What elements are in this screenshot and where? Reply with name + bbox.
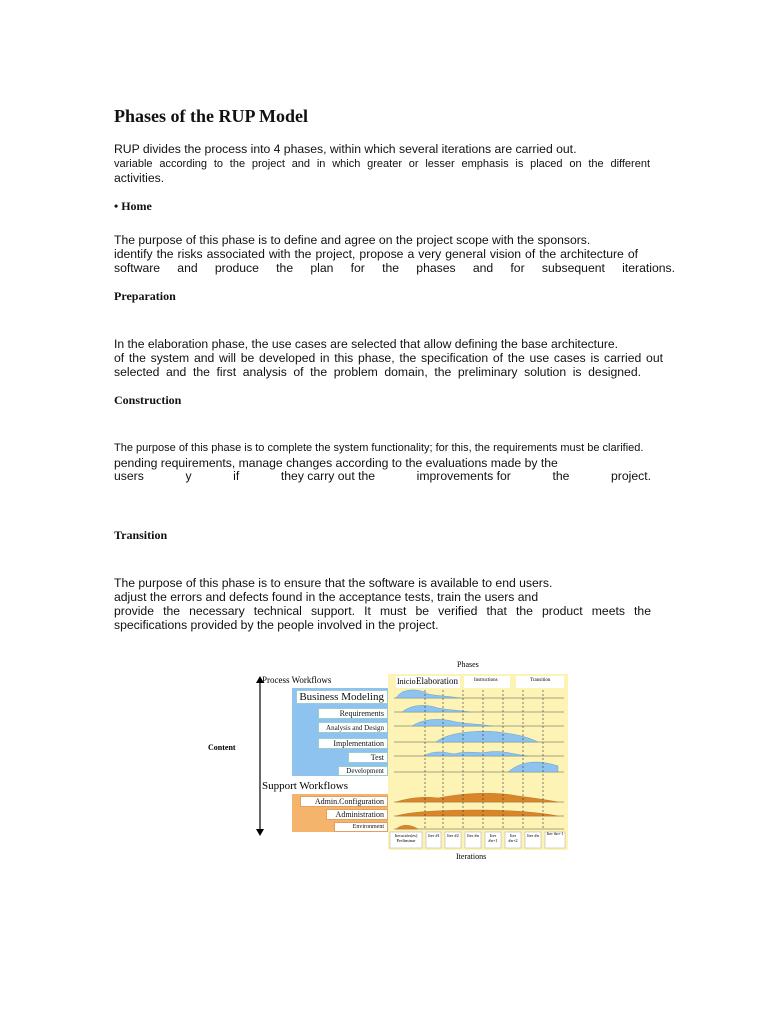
support-item: Admin.Configuration: [300, 796, 388, 807]
home-heading: • Home: [114, 199, 152, 213]
intro-line-3: activities.: [114, 171, 165, 185]
intro-line-1: RUP divides the process into 4 phases, within which several iterations are carried out.: [114, 142, 577, 156]
transition-line-4: specifications provided by the people involved in the project.: [114, 618, 439, 632]
home-line-1: The purpose of this phase is to define and agree on the project scope with the sponsors.: [114, 233, 591, 247]
word: y: [185, 469, 192, 483]
phase-label: Inicio: [397, 677, 416, 686]
process-item: Business Modeling: [296, 690, 388, 704]
iteration-label: Iter #2: [447, 833, 459, 838]
iteration-label: Iter #n+1: [488, 833, 498, 843]
iteration-label: Iter #n+1: [546, 831, 564, 836]
support-workflows-label: Support Workflows: [262, 780, 348, 792]
phases-label: Phases: [457, 660, 479, 669]
word: users: [114, 469, 144, 483]
phase-chart: [388, 674, 568, 850]
preparation-heading: Preparation: [114, 289, 176, 303]
word: if: [233, 469, 240, 483]
word: project.: [611, 469, 651, 483]
word: they carry out the: [280, 469, 376, 483]
content-arrow-icon: [254, 676, 266, 836]
construction-line-1: The purpose of this phase is to complete the system functionality; for this, the requirements must be clarified.: [114, 442, 644, 454]
iteration-label: Iter #n+2: [508, 833, 518, 843]
preparation-line-2: of the system and will be developed in this phase, the specification of the use cases is carried out: [114, 351, 663, 365]
phase-label: Elaboration: [416, 676, 458, 686]
phase-label: Instructions: [474, 678, 498, 683]
home-line-2: identify the risks associated with the project, propose a very general vision of the architecture of: [114, 247, 638, 261]
iteration-label: Iteración(es) Preliminar: [394, 833, 418, 843]
word: improvements for: [416, 469, 511, 483]
word: the: [552, 469, 570, 483]
preparation-line-3: selected and the first analysis of the problem domain, the preliminary solution is designed.: [114, 365, 641, 379]
preparation-line-1: In the elaboration phase, the use cases are selected that allow defining the base architecture.: [114, 337, 619, 351]
construction-heading: Construction: [114, 393, 182, 407]
rup-diagram: [200, 656, 580, 866]
iteration-label: Iter #1: [428, 833, 440, 838]
process-item: Analysis and Design: [318, 722, 388, 733]
content-label: Content: [208, 743, 236, 752]
process-item: Requirements: [318, 708, 388, 719]
page-title: Phases of the RUP Model: [114, 106, 308, 126]
iteration-label: Iter #n: [527, 833, 539, 838]
transition-line-2: adjust the errors and defects found in the acceptance tests, train the users and: [114, 590, 539, 604]
process-item: Implementation: [318, 738, 388, 749]
process-item: Test: [348, 752, 388, 763]
transition-heading: Transition: [114, 528, 168, 542]
transition-line-3: provide the necessary technical support. It must be verified that the product meets the: [114, 604, 651, 618]
home-line-3: software and produce the plan for the phases and for subsequent iterations.: [114, 261, 675, 275]
support-item: Environment: [334, 822, 388, 832]
construction-line-3: [114, 469, 651, 483]
process-workflows-label: Process Workflows: [262, 675, 332, 685]
intro-line-2: variable according to the project and in which greater or lesser emphasis is placed on the different: [114, 158, 650, 170]
phase-label: Transition: [530, 678, 551, 683]
transition-line-1: The purpose of this phase is to ensure that the software is available to end users.: [114, 576, 553, 590]
iterations-label: Iterations: [456, 852, 487, 861]
process-item: Development: [338, 766, 388, 776]
construction-line-2: pending requirements, manage changes according to the evaluations made by the: [114, 456, 558, 470]
iteration-label: Iter #n: [467, 833, 479, 838]
support-item: Administration: [326, 809, 388, 820]
